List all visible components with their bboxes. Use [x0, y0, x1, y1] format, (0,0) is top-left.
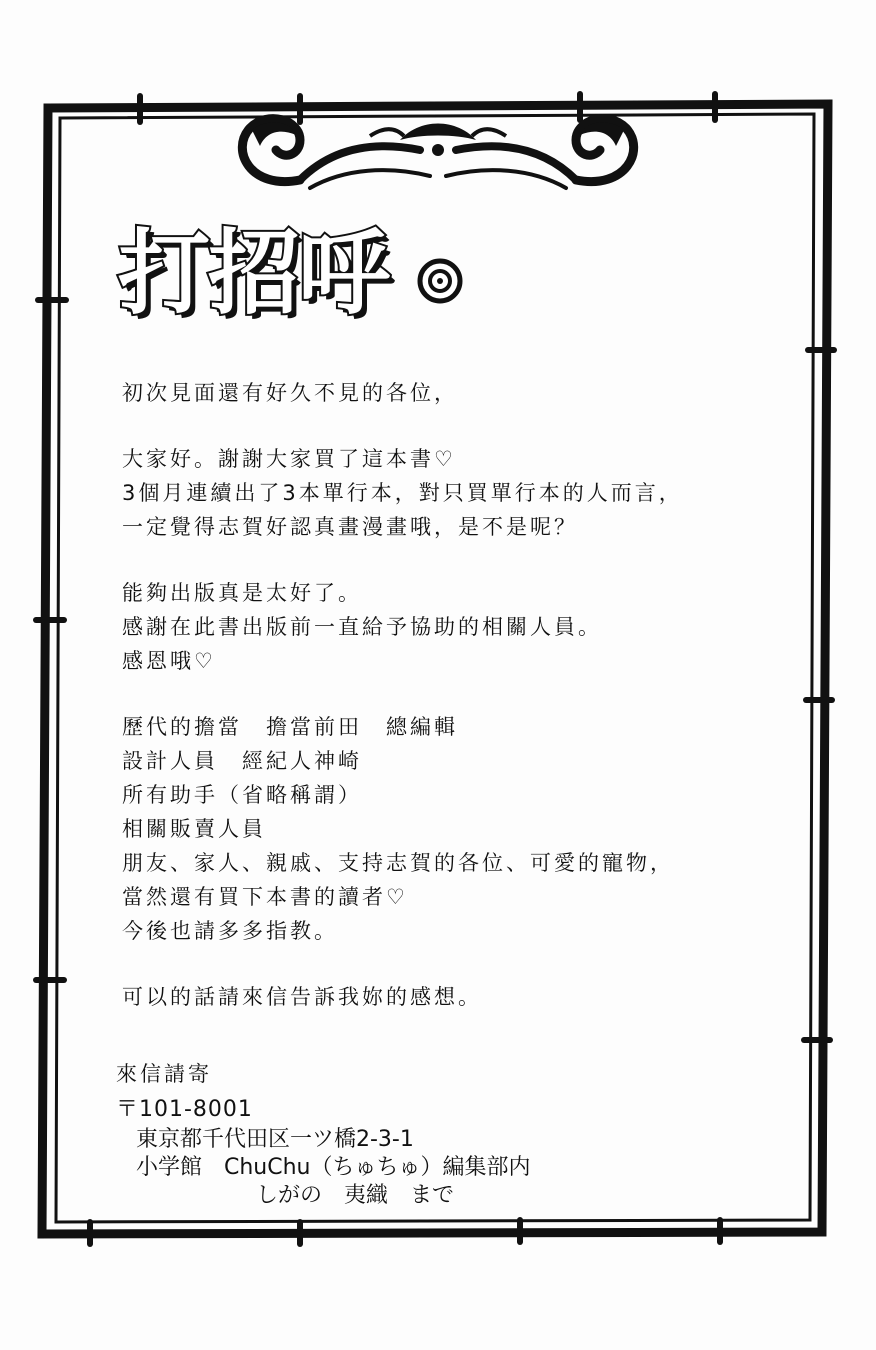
greeting-line: 初次見面還有好久不見的各位， — [122, 381, 458, 405]
bullseye-icon — [416, 257, 464, 305]
credits-line: 設計人員 經紀人神崎 — [122, 749, 362, 773]
letter-body — [122, 376, 762, 1014]
address-label: 來信請寄 — [116, 1062, 212, 1086]
address-line-2: 小学館 ChuChu（ちゅちゅ）編集部内 — [136, 1155, 531, 1180]
recipient-name: しがの 夷織 まで — [256, 1183, 455, 1208]
scroll-ornament-icon — [242, 119, 633, 188]
credits-line: 相關販賣人員 — [122, 817, 266, 841]
intro-line: 大家好。謝謝大家買了這本書♡ — [122, 447, 456, 471]
closing-line: 可以的話請來信告訴我妳的感想。 — [122, 985, 482, 1009]
postal-code: 〒101-8001 — [116, 1097, 253, 1122]
address-line-1: 東京都千代田区一ツ橋2-3-1 — [136, 1127, 414, 1152]
credits-line: 所有助手（省略稱謂） — [122, 783, 362, 807]
thanks-line: 感謝在此書出版前一直給予協助的相關人員。 — [122, 615, 602, 639]
credits-line: 今後也請多多指教。 — [122, 919, 338, 943]
credits-line: 朋友、家人、親戚、支持志賀的各位、可愛的寵物， — [122, 851, 674, 875]
credits-line: 歷代的擔當 擔當前田 總編輯 — [122, 715, 458, 739]
mailing-address — [116, 1058, 531, 1206]
title-block — [118, 220, 464, 327]
intro-line: 3個月連續出了3本單行本，對只買單行本的人而言， — [122, 481, 683, 505]
thanks-line: 能夠出版真是太好了。 — [122, 581, 362, 605]
credits-line: 當然還有買下本書的讀者♡ — [122, 885, 408, 909]
page-title: 打招呼 — [118, 220, 389, 327]
thanks-line: 感恩哦♡ — [122, 649, 216, 673]
intro-line: 一定覺得志賀好認真畫漫畫哦，是不是呢？ — [122, 515, 578, 539]
